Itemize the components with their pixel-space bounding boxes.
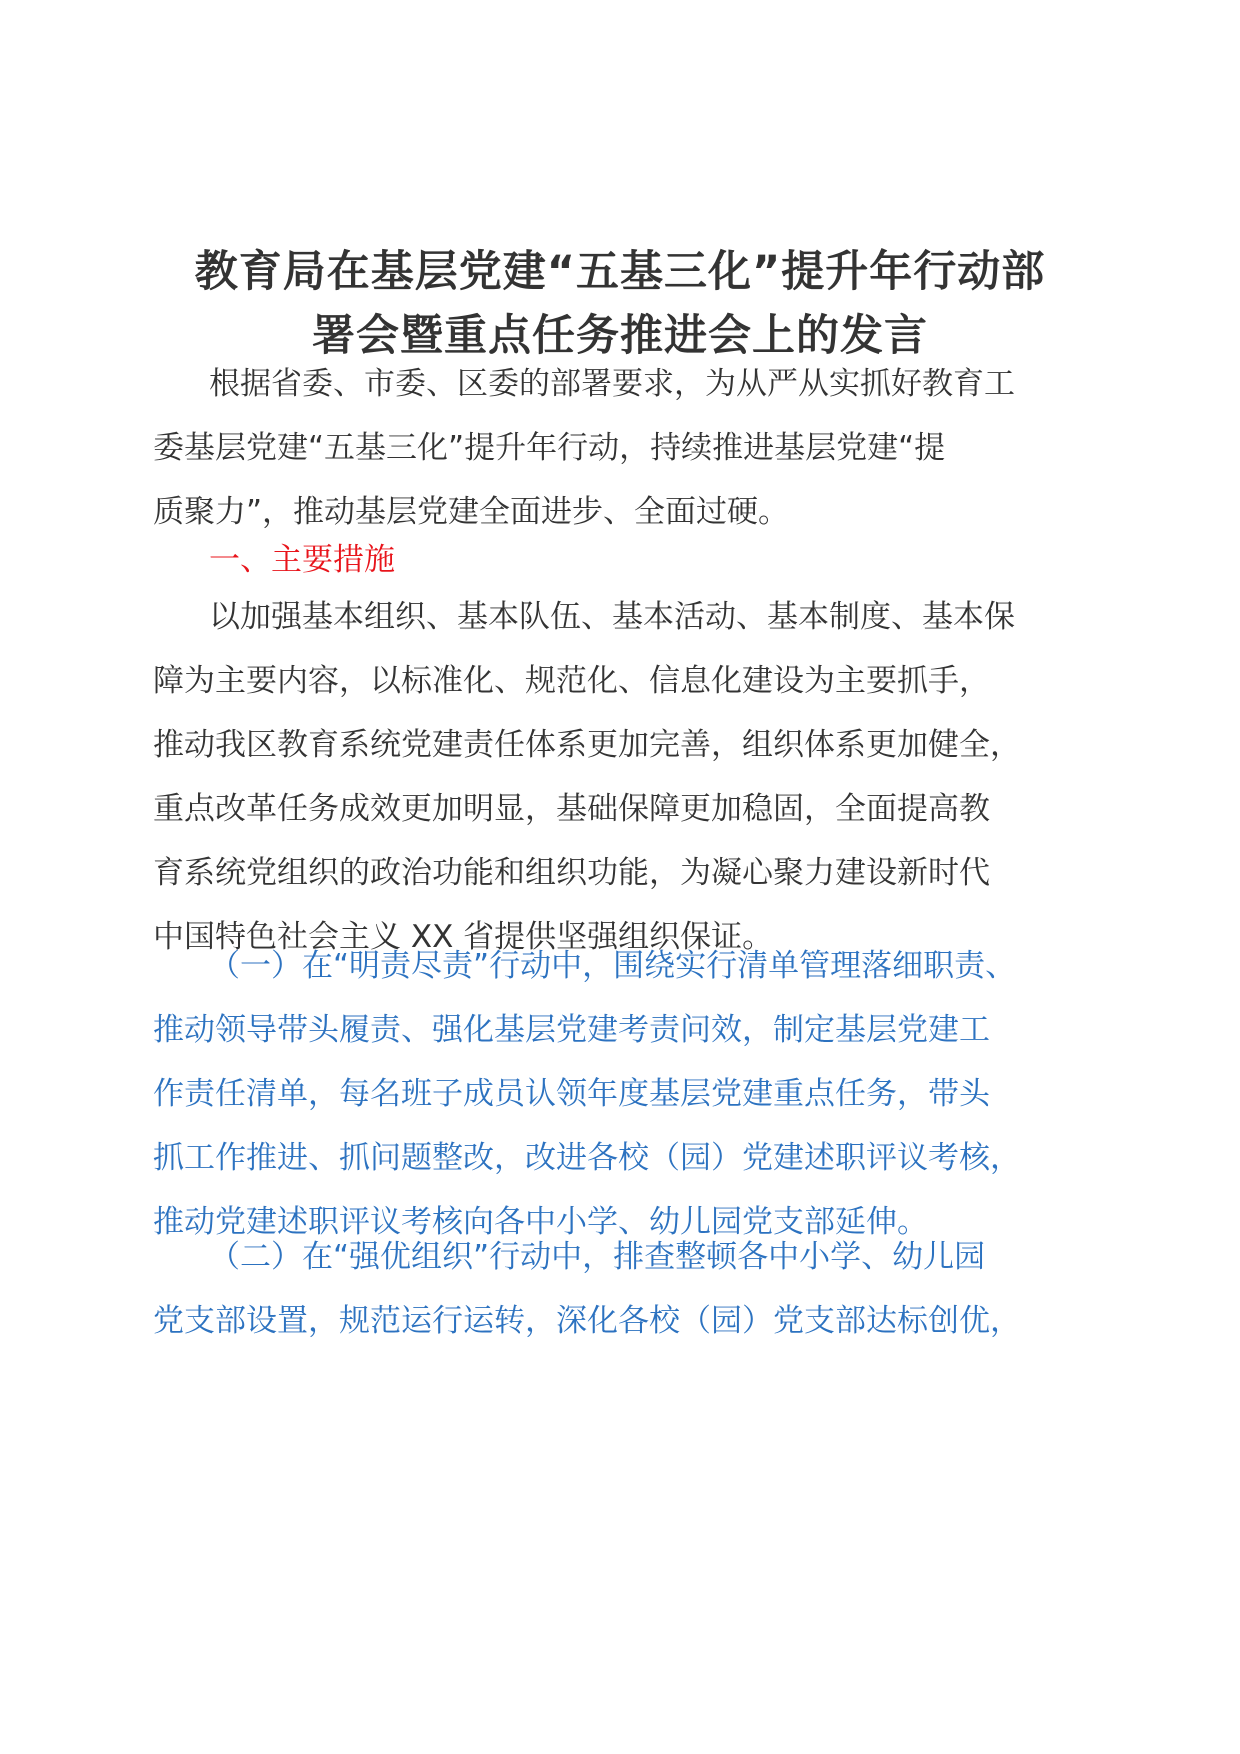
title-line-1: 教育局在基层党建“五基三化”提升年行动部 [194,247,1046,297]
item1-line-5: 推动党建述职评议考核向各中小学、幼儿园党支部延伸。 [153,1204,928,1240]
section-heading-main-measures: 一、主要措施 [209,542,395,578]
measures-line-3: 推动我区教育系统党建责任体系更加完善，组织体系更加健全， [153,727,1021,763]
intro-paragraph [153,352,1093,544]
item2-line-1: （二）在“强优组织”行动中，排查整顿各中小学、幼儿园 [209,1239,986,1275]
item-2-paragraph [153,1225,1093,1353]
intro-line-1: 根据省委、市委、区委的部署要求，为从严从实抓好教育工 [209,366,1015,402]
intro-line-3: 质聚力”，推动基层党建全面进步、全面过硬。 [153,494,790,530]
item1-line-2: 推动领导带头履责、强化基层党建考责问效，制定基层党建工 [153,1012,990,1048]
main-measures-paragraph [153,585,1093,969]
measures-line-4: 重点改革任务成效更加明显，基础保障更加稳固，全面提高教 [153,791,990,827]
item1-line-1: （一）在“明责尽责”行动中，围绕实行清单管理落细职责、 [209,948,1017,984]
title-line-2: 署会暨重点任务推进会上的发言 [312,311,928,361]
measures-line-5: 育系统党组织的政治功能和组织功能，为凝心聚力建设新时代 [153,855,990,891]
measures-line-2: 障为主要内容，以标准化、规范化、信息化建设为主要抓手， [153,663,990,699]
document-title [120,240,1120,368]
measures-line-6: 中国特色社会主义 XX 省提供坚强组织保证。 [153,919,774,955]
item1-line-4: 抓工作推进、抓问题整改，改进各校（园）党建述职评议考核， [153,1140,1021,1176]
item2-line-2: 党支部设置，规范运行运转，深化各校（园）党支部达标创优， [153,1303,1021,1339]
item-1-paragraph [153,934,1093,1254]
measures-line-1: 以加强基本组织、基本队伍、基本活动、基本制度、基本保 [209,599,1015,635]
item1-line-3: 作责任清单，每名班子成员认领年度基层党建重点任务，带头 [153,1076,990,1112]
intro-line-2: 委基层党建“五基三化”提升年行动，持续推进基层党建“提 [153,430,946,466]
